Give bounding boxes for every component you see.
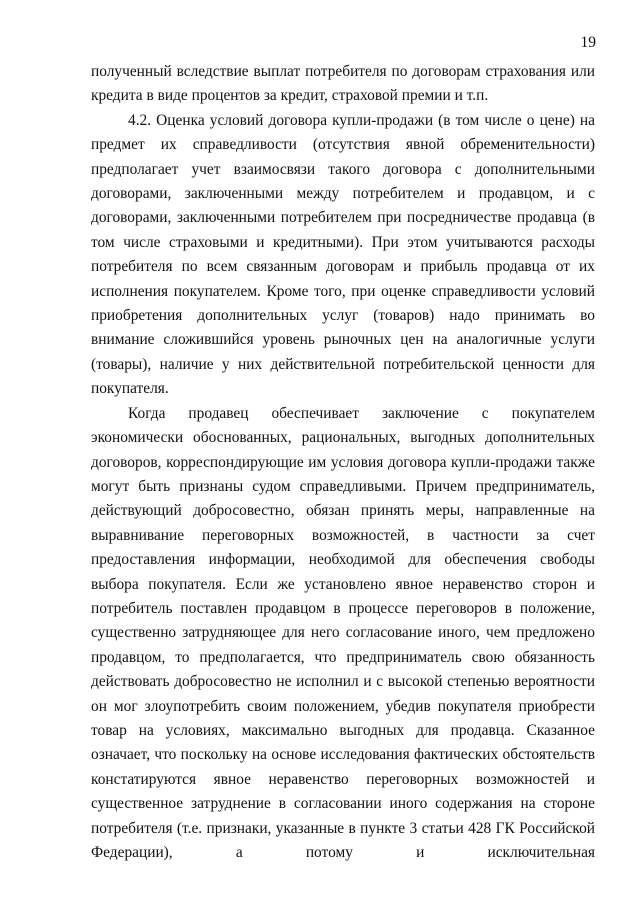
document-body: [91, 60, 595, 865]
paragraph-section-4-2: 4.2. Оценка условий договора купли-продажи (в том числе о цене) на предмет их справедливости (отсутствия явной обременительности) предполагает учет взаимосвязи такого договора с дополнительными договорами, заключенными между потребителем и продавцом, и с договорами, заключенными потребителем при посредничестве продавца (в том числе страховыми и кредитными). При этом учитываются расходы потребителя по всем связанным договорам и прибыль продавца от их исполнения покупателем. Кроме того, при оценке справедливости условий приобретения дополнительных услуг (товаров) надо принимать во внимание сложившийся уровень рыночных цен на аналогичные услуги (товары), наличие у них действительной потребительской ценности для покупателя.: [91, 111, 595, 398]
paragraph-seller-obligations: Когда продавец обеспечивает заключение с покупателем экономически обоснованных, рациональных, выгодных дополнительных договоров, корреспондирующие им условия договора купли-продажи также могут быть признаны судом справедливыми. Причем предприниматель, действующий добросовестно, обязан принять меры, направленные на выравнивание переговорных возможностей, в частности за счет предоставления информации, необходимой для обеспечения свободы выбора покупателя. Если же установлено явное неравенство сторон и потребитель поставлен продавцом в процессе переговоров в положение, существенно затрудняющее для него согласование иного, чем предложено продавцом, то предполагается, что предприниматель свою обязанность действовать добросовестно не исполнил и с высокой степенью вероятности он мог злоупотребить своим положением, убедив покупателя приобрести товар на условиях, максимально выгодных для продавца. Сказанное означает, что поскольку на основе исследования фактических обстоятельств констатируются явное неравенство переговорных возможностей и существенное затруднение в согласовании иного содержания на стороне потребителя (т.е. признаки, указанные в пункте 3 статьи 428 ГК Российской Федерации), а потому и исключительная: [91, 404, 595, 861]
paragraph-continuation: полученный вследствие выплат потребителя по договорам страхования или кредита в виде процентов за кредит, страховой премии и т.п.: [91, 63, 595, 105]
page-number: 19: [580, 34, 596, 51]
